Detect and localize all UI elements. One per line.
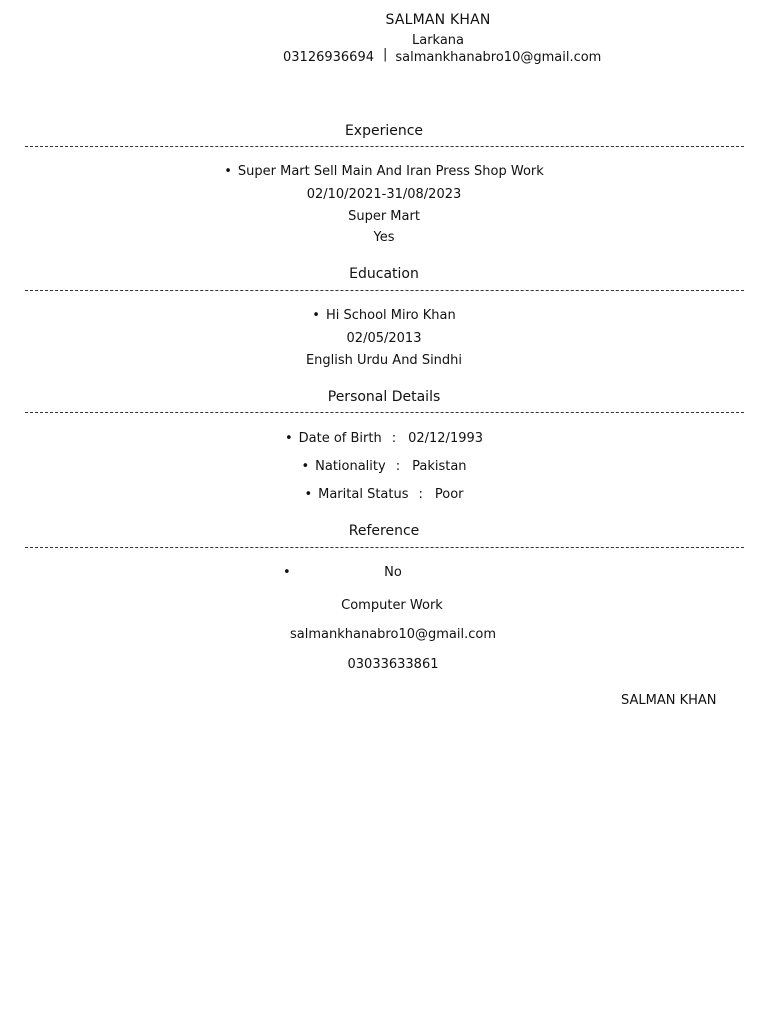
experience-note: Yes [373, 230, 395, 245]
personal-detail-value: Pakistan [412, 459, 467, 474]
personal-detail-row [0, 459, 768, 474]
education-details: English Urdu And Sindhi [305, 353, 463, 368]
experience-heading: Experience [344, 123, 424, 139]
experience-dates: 02/10/2021-31/08/2023 [306, 187, 462, 202]
personal-detail-row [0, 487, 768, 502]
bullet-icon: • [224, 164, 232, 179]
personal-detail-row [0, 431, 768, 446]
personal-detail-colon: : [418, 487, 423, 502]
personal-detail-value: Poor [434, 487, 464, 502]
personal-detail-label: Nationality [315, 459, 386, 474]
candidate-city: Larkana [411, 33, 465, 48]
reference-heading: Reference [348, 523, 420, 539]
reference-designation: Computer Work [341, 598, 443, 613]
bullet-icon: • [301, 459, 310, 474]
contact-separator: | [382, 47, 388, 62]
bullet-icon: • [312, 308, 320, 323]
reference-name: No [384, 565, 402, 580]
candidate-email: salmankhanabro10@gmail.com [395, 50, 602, 65]
signature-name: SALMAN KHAN [621, 693, 717, 708]
experience-company: Super Mart [348, 209, 420, 224]
bullet-icon: • [304, 487, 313, 502]
personal-details-divider [25, 412, 744, 413]
personal-detail-label: Date of Birth [298, 431, 382, 446]
candidate-name: SALMAN KHAN [385, 12, 491, 28]
personal-detail-colon: : [391, 431, 397, 446]
contact-row [283, 47, 602, 65]
experience-role: Super Mart Sell Main And Iran Press Shop Work [237, 164, 544, 179]
personal-detail-value: 02/12/1993 [408, 431, 484, 446]
personal-detail-colon: : [395, 459, 401, 474]
education-item [0, 308, 768, 323]
education-date: 02/05/2013 [346, 331, 422, 346]
candidate-phone: 03126936694 [283, 50, 374, 65]
experience-divider [25, 146, 744, 147]
education-divider [25, 290, 744, 291]
education-heading: Education [349, 266, 419, 282]
education-school: Hi School Miro Khan [325, 308, 456, 323]
bullet-icon: • [284, 431, 293, 446]
personal-details-heading: Personal Details [327, 389, 441, 405]
experience-item [0, 164, 768, 179]
personal-detail-label: Marital Status [318, 487, 409, 502]
bullet-icon: • [283, 565, 291, 580]
reference-divider [25, 547, 744, 548]
reference-phone: 03033633861 [347, 657, 439, 672]
reference-email: salmankhanabro10@gmail.com [290, 627, 496, 642]
